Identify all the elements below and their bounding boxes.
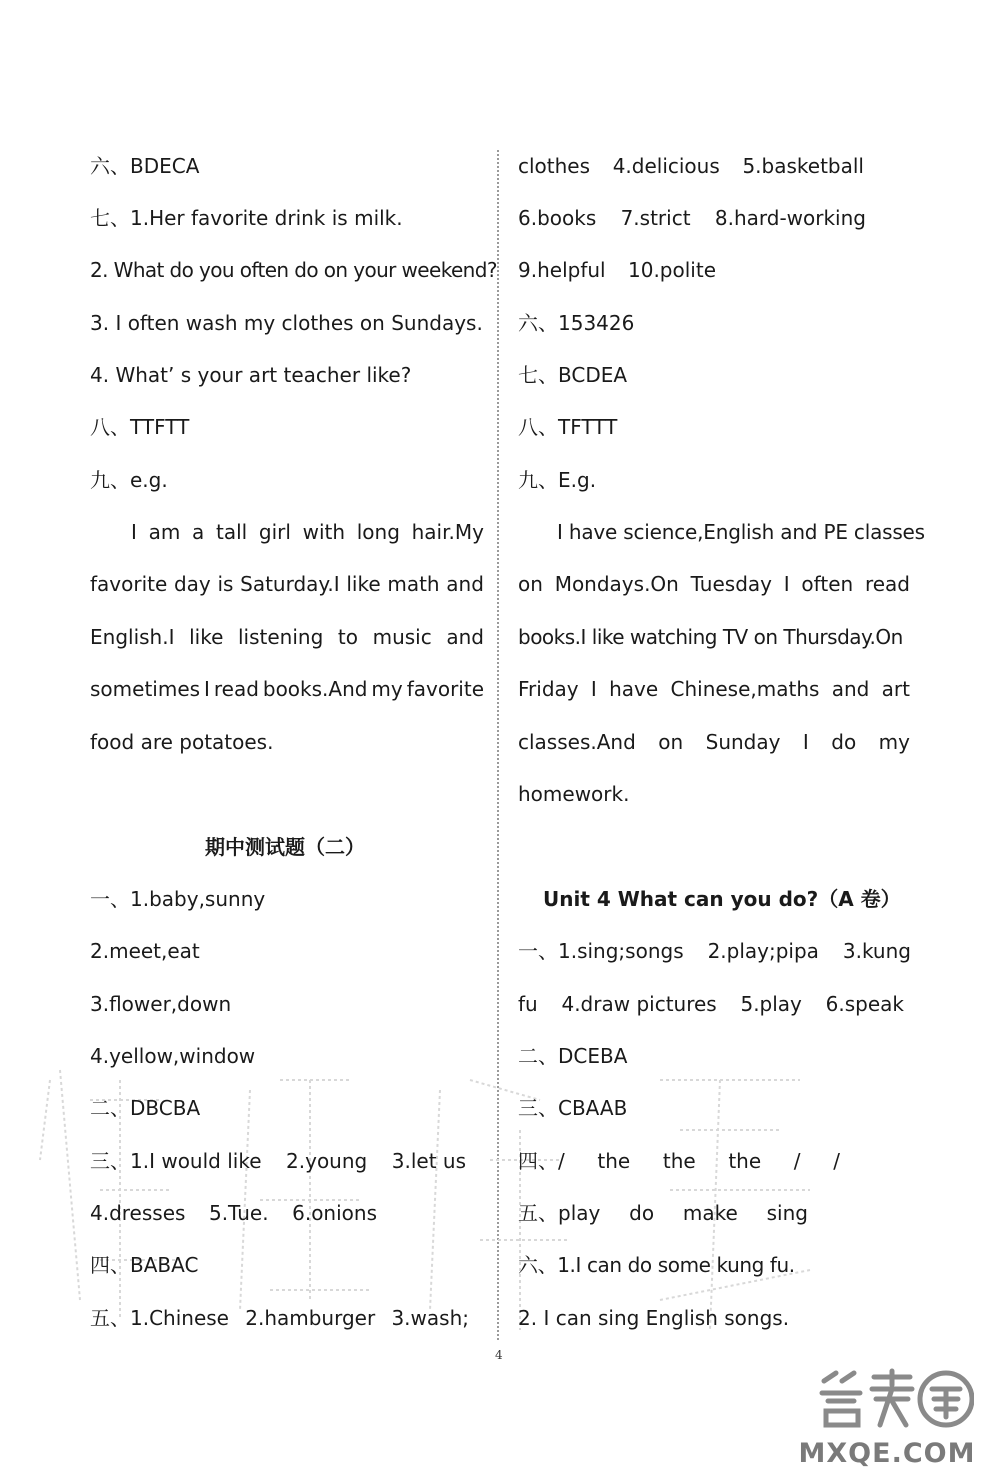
section-title: 期中测试题（二） (205, 835, 365, 859)
answer-line: 一、1.baby,sunny (90, 887, 266, 911)
answer-line: 六、1.I can do some kung fu. (518, 1253, 795, 1277)
essay-line: books.I like watching TV on Thursday.On (518, 625, 903, 649)
answer-line: clothes 4.delicious 5.basketball (518, 154, 864, 178)
answer-line: 二、DBCBA (90, 1096, 201, 1120)
essay-line: favorite day is Saturday.I like math and (90, 572, 484, 596)
page-number: 4 (495, 1348, 503, 1362)
watermark (782, 1363, 992, 1471)
answer-line: 八、TFTTT (518, 415, 618, 439)
answer-line: 3.flower,down (90, 992, 232, 1016)
answer-line: fu 4.draw pictures 5.play 6.speak (518, 992, 904, 1016)
essay-line: I am a tall girl with long hair.My (131, 520, 484, 544)
column-divider (497, 150, 499, 1340)
answer-line: 三、CBAAB (518, 1096, 628, 1120)
watermark-url: MXQE.COM (798, 1438, 976, 1469)
answer-line: 4.dresses 5.Tue. 6.onions (90, 1201, 377, 1225)
answer-line: 八、TTFTT (90, 415, 190, 439)
answer-line: 2. I can sing English songs. (518, 1306, 790, 1330)
essay-line: English.I like listening to music and (90, 625, 484, 649)
essay-line: homework. (518, 782, 630, 806)
answer-line: 四、/ the the the / / (518, 1149, 840, 1173)
answer-line: 四、BABAC (90, 1253, 199, 1277)
essay-line: Friday I have Chinese,maths and art (518, 677, 910, 701)
answer-line: 6.books 7.strict 8.hard-working (518, 206, 866, 230)
essay-line: classes.And on Sunday I do my (518, 730, 910, 754)
answer-line: 九、e.g. (90, 468, 168, 492)
essay-line: I have science,English and PE classes (557, 520, 925, 544)
answer-line: 4. What’ s your art teacher like? (90, 363, 412, 387)
answer-line: 2. What do you often do on your weekend? (90, 258, 497, 282)
ghost-watermark (20, 1040, 820, 1340)
answer-line: 3. I often wash my clothes on Sundays. (90, 311, 483, 335)
watermark-logo-icon (814, 1367, 974, 1431)
answer-line: 九、E.g. (518, 468, 597, 492)
answer-line: 4.yellow,window (90, 1044, 256, 1068)
answer-line: 五、1.Chinese 2.hamburger 3.wash; (90, 1306, 469, 1330)
unit-title: Unit 4 What can you do?（A 卷） (543, 887, 901, 911)
essay-line: on Mondays.On Tuesday I often read (518, 572, 910, 596)
answer-line: 2.meet,eat (90, 939, 200, 963)
essay-line: sometimes I read books.And my favorite (90, 677, 484, 701)
answer-line: 一、1.sing;songs 2.play;pipa 3.kung (518, 939, 911, 963)
answer-line: 六、153426 (518, 311, 635, 335)
answer-line: 六、BDECA (90, 154, 200, 178)
answer-line: 五、play do make sing (518, 1201, 808, 1225)
answer-line: 三、1.I would like 2.young 3.let us (90, 1149, 466, 1173)
answer-line: 七、1.Her favorite drink is milk. (90, 206, 403, 230)
answer-line: 七、BCDEA (518, 363, 628, 387)
essay-line: food are potatoes. (90, 730, 274, 754)
answer-line: 9.helpful 10.polite (518, 258, 716, 282)
answer-line: 二、DCEBA (518, 1044, 628, 1068)
